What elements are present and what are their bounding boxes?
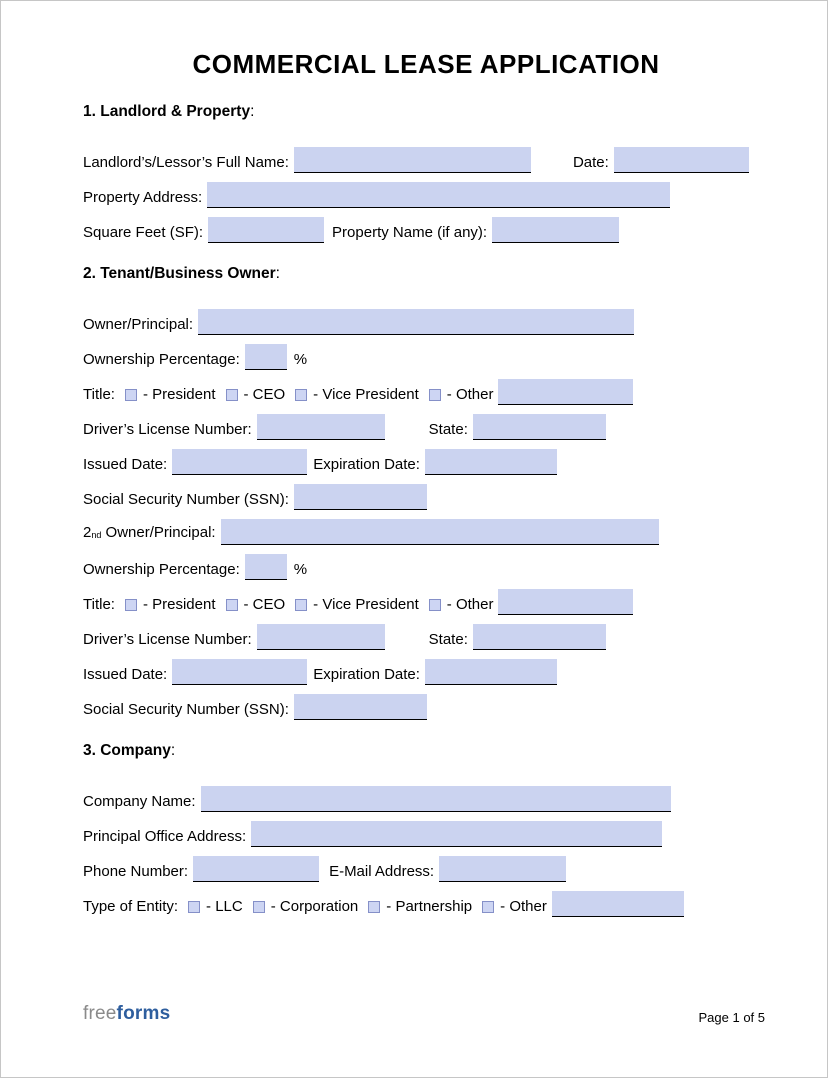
freeforms-logo [83,1003,170,1025]
property-name-label: Property Name (if any): [332,224,488,241]
property-address-row [83,180,769,208]
entity-type-row [83,889,769,917]
entity-other-field[interactable] [552,891,684,917]
owner2-title-president-option: - President [142,596,216,613]
owner1-expiration-date-label: Expiration Date: [313,456,420,473]
owner1-name-field[interactable] [198,309,634,335]
owner1-title-ceo-checkbox[interactable] [226,389,238,401]
phone-label: Phone Number: [83,863,189,880]
owner1-title-label: Title: [83,386,115,403]
section3-heading-text: 3. Company [83,742,171,759]
entity-corporation-checkbox[interactable] [253,901,265,913]
owner1-ownership-field[interactable] [245,344,287,370]
footer [83,1003,765,1025]
entity-other-option: - Other [500,898,547,915]
owner2-ordinal: nd [91,530,102,540]
owner1-title-president-checkbox[interactable] [125,389,137,401]
owner2-issued-date-field[interactable] [172,659,307,685]
owner1-ssn-row [83,482,769,510]
office-address-field[interactable] [251,821,662,847]
brand-free-text: free [83,1003,117,1024]
owner2-percent-sign: % [293,561,308,578]
owner1-expiration-date-field[interactable] [425,449,557,475]
owner1-issued-date-label: Issued Date: [83,456,168,473]
owner1-title-other-option: - Other [446,386,494,403]
office-address-label: Principal Office Address: [83,828,247,845]
owner1-ssn-label: Social Security Number (SSN): [83,491,289,508]
owner2-expiration-date-label: Expiration Date: [313,666,420,683]
commercial-lease-form [1,1,827,917]
owner2-number: 2 [83,524,92,541]
owner2-name-row [83,517,769,545]
brand-forms-text: forms [116,1003,171,1024]
entity-partnership-option: - Partnership [386,898,473,915]
section1-heading [83,103,769,121]
owner2-title-label: Title: [83,596,115,613]
square-feet-label: Square Feet (SF): [83,224,204,241]
owner2-label [83,524,216,545]
entity-partnership-checkbox[interactable] [368,901,380,913]
owner2-expiration-date-field[interactable] [425,659,557,685]
entity-llc-option: - LLC [206,898,243,915]
landlord-name-label: Landlord’s/Lessor’s Full Name: [83,154,289,171]
owner1-title-ceo-option: - CEO [243,386,286,403]
section2-heading-text: 2. Tenant/Business Owner [83,265,276,282]
owner1-ownership-row [83,342,769,370]
company-name-field[interactable] [201,786,671,812]
owner1-name-row [83,307,769,335]
entity-type-label: Type of Entity: [83,898,179,915]
owner1-title-vice-president-option: - Vice President [313,386,419,403]
owner2-ownership-field[interactable] [245,554,287,580]
owner2-state-label: State: [428,631,468,648]
company-name-label: Company Name: [83,793,196,810]
owner2-title-other-checkbox[interactable] [429,599,441,611]
owner2-ownership-label: Ownership Percentage: [83,561,240,578]
owner1-percent-sign: % [293,351,308,368]
owner2-ownership-row [83,552,769,580]
owner1-title-other-checkbox[interactable] [429,389,441,401]
owner1-title-row [83,377,769,405]
owner1-title-vice-president-checkbox[interactable] [295,389,307,401]
section1-heading-colon: : [250,103,255,120]
owner1-drivers-license-field[interactable] [257,414,385,440]
page-number: Page 1 of 5 [698,1010,765,1025]
phone-email-row [83,854,769,882]
phone-field[interactable] [193,856,319,882]
square-feet-row [83,215,769,243]
section2-heading-colon: : [275,265,280,282]
owner1-license-row [83,412,769,440]
owner2-ssn-row [83,692,769,720]
landlord-name-field[interactable] [294,147,531,173]
office-address-row [83,819,769,847]
owner2-dates-row [83,657,769,685]
landlord-name-row [83,145,769,173]
owner2-ssn-field[interactable] [294,694,427,720]
owner2-title-vice-president-checkbox[interactable] [295,599,307,611]
owner2-title-ceo-option: - CEO [243,596,286,613]
owner1-ownership-label: Ownership Percentage: [83,351,240,368]
owner2-license-row [83,622,769,650]
owner1-title-president-option: - President [142,386,216,403]
property-address-field[interactable] [207,182,670,208]
section2-heading [83,265,769,283]
email-field[interactable] [439,856,566,882]
owner1-dates-row [83,447,769,475]
owner2-drivers-license-field[interactable] [257,624,385,650]
owner2-label-text: Owner/Principal: [101,524,216,541]
owner1-label: Owner/Principal: [83,316,194,333]
owner1-ssn-field[interactable] [294,484,427,510]
owner2-name-field[interactable] [221,519,659,545]
owner2-title-other-option: - Other [446,596,494,613]
entity-other-checkbox[interactable] [482,901,494,913]
date-label: Date: [572,154,609,171]
property-name-field[interactable] [492,217,619,243]
property-address-label: Property Address: [83,189,203,206]
owner1-state-label: State: [428,421,468,438]
owner2-title-other-field[interactable] [498,589,633,615]
owner2-title-row [83,587,769,615]
owner2-state-field[interactable] [473,624,606,650]
entity-corporation-option: - Corporation [270,898,359,915]
owner1-issued-date-field[interactable] [172,449,307,475]
owner2-issued-date-label: Issued Date: [83,666,168,683]
owner1-state-field[interactable] [473,414,606,440]
owner2-drivers-license-label: Driver’s License Number: [83,631,252,648]
page-title: COMMERCIAL LEASE APPLICATION [192,49,660,79]
owner2-title-ceo-checkbox[interactable] [226,599,238,611]
entity-llc-checkbox[interactable] [188,901,200,913]
owner2-title-president-checkbox[interactable] [125,599,137,611]
email-label: E-Mail Address: [329,863,435,880]
section3-heading [83,742,769,760]
owner2-ssn-label: Social Security Number (SSN): [83,701,289,718]
date-field[interactable] [614,147,749,173]
owner1-drivers-license-label: Driver’s License Number: [83,421,252,438]
section3-heading-colon: : [170,742,176,759]
square-feet-field[interactable] [208,217,324,243]
company-name-row [83,784,769,812]
owner1-title-other-field[interactable] [498,379,633,405]
owner2-title-vice-president-option: - Vice President [313,596,419,613]
section1-heading-text: 1. Landlord & Property [83,103,251,120]
